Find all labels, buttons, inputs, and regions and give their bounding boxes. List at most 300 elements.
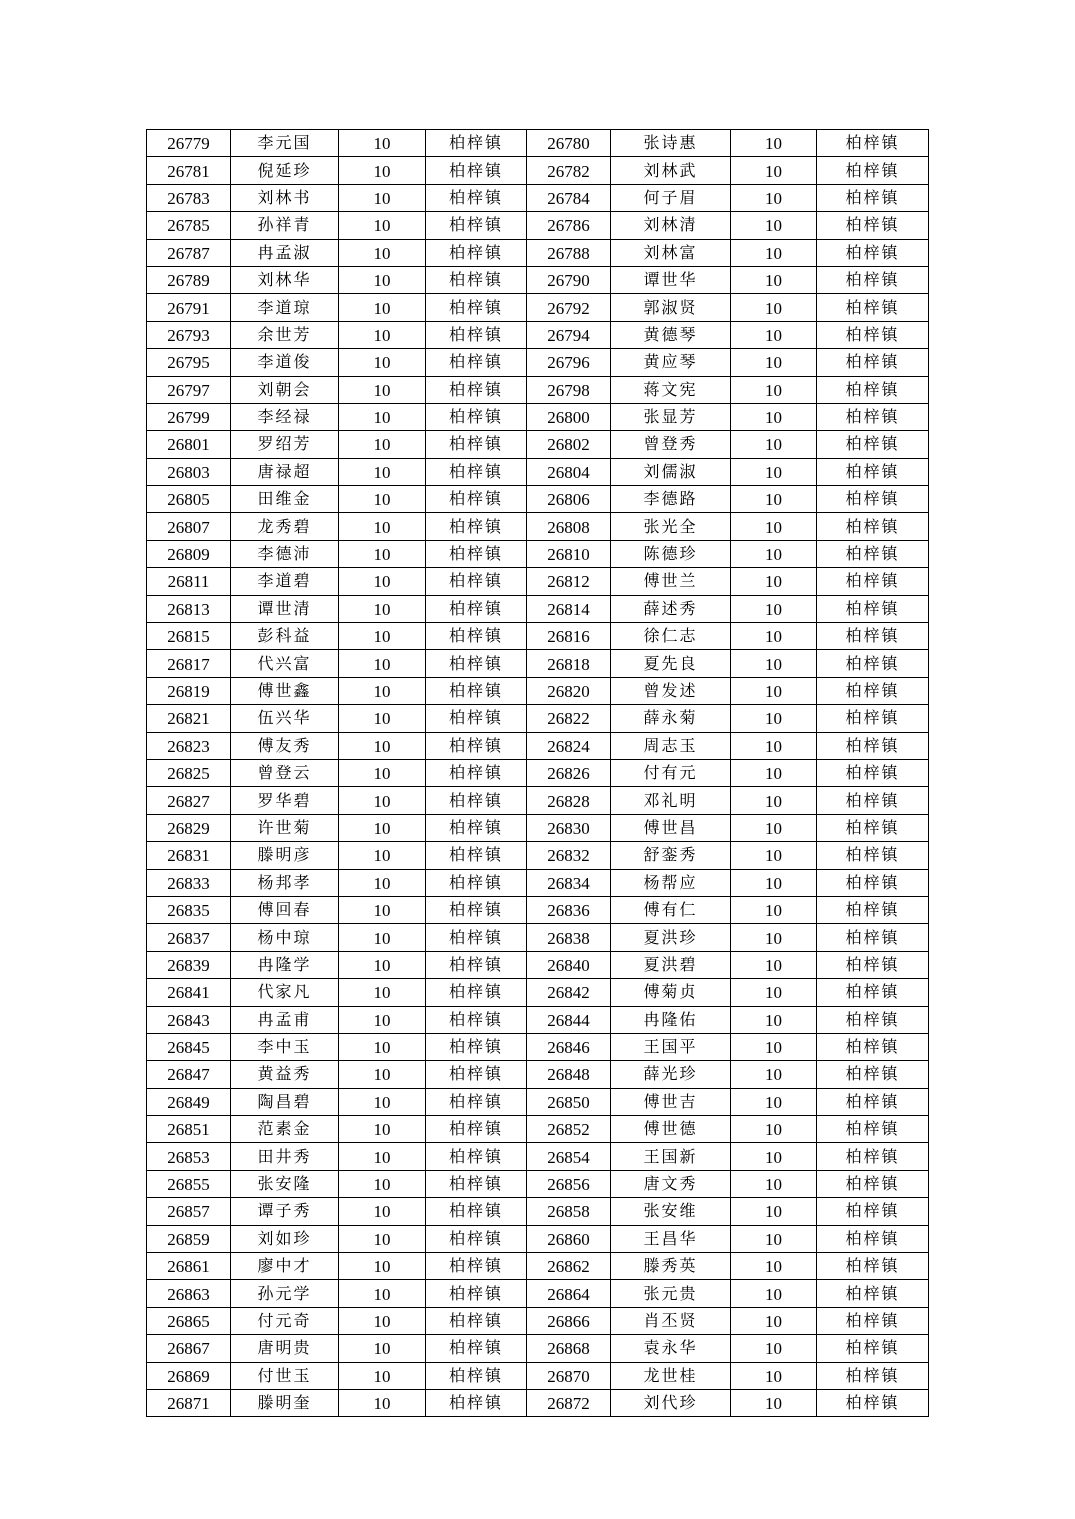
cell-name: 倪延珍	[231, 157, 339, 184]
cell-id: 26790	[527, 266, 611, 293]
cell-amount: 10	[731, 212, 817, 239]
cell-town: 柏梓镇	[817, 595, 929, 622]
cell-amount: 10	[731, 266, 817, 293]
cell-name: 王昌华	[611, 1225, 731, 1252]
cell-town: 柏梓镇	[817, 1033, 929, 1060]
cell-name: 冉隆学	[231, 951, 339, 978]
cell-name: 伍兴华	[231, 705, 339, 732]
cell-id: 26858	[527, 1198, 611, 1225]
cell-name: 代兴富	[231, 650, 339, 677]
cell-name: 李德沛	[231, 540, 339, 567]
cell-name: 傅世昌	[611, 814, 731, 841]
cell-id: 26801	[147, 431, 231, 458]
cell-town: 柏梓镇	[817, 924, 929, 951]
cell-amount: 10	[731, 486, 817, 513]
cell-id: 26819	[147, 677, 231, 704]
cell-name: 何子眉	[611, 184, 731, 211]
table-row	[147, 623, 929, 650]
cell-town: 柏梓镇	[817, 349, 929, 376]
cell-id: 26812	[527, 568, 611, 595]
cell-name: 谭世华	[611, 266, 731, 293]
cell-name: 张元贵	[611, 1280, 731, 1307]
cell-name: 傅世兰	[611, 568, 731, 595]
cell-id: 26872	[527, 1389, 611, 1416]
cell-name: 夏洪碧	[611, 951, 731, 978]
cell-id: 26826	[527, 759, 611, 786]
cell-name: 杨中琼	[231, 924, 339, 951]
cell-name: 付世玉	[231, 1362, 339, 1389]
cell-id: 26856	[527, 1170, 611, 1197]
cell-town: 柏梓镇	[817, 1307, 929, 1334]
cell-town: 柏梓镇	[426, 1362, 527, 1389]
cell-amount: 10	[339, 1088, 426, 1115]
cell-name: 薛述秀	[611, 595, 731, 622]
cell-amount: 10	[339, 814, 426, 841]
cell-name: 冉孟淑	[231, 239, 339, 266]
table-row	[147, 814, 929, 841]
cell-id: 26864	[527, 1280, 611, 1307]
table-row	[147, 1033, 929, 1060]
cell-id: 26868	[527, 1335, 611, 1362]
cell-amount: 10	[339, 349, 426, 376]
cell-town: 柏梓镇	[817, 239, 929, 266]
cell-id: 26797	[147, 376, 231, 403]
cell-amount: 10	[339, 568, 426, 595]
cell-amount: 10	[731, 677, 817, 704]
cell-amount: 10	[339, 1307, 426, 1334]
cell-amount: 10	[731, 705, 817, 732]
cell-town: 柏梓镇	[817, 732, 929, 759]
cell-name: 廖中才	[231, 1253, 339, 1280]
table-row	[147, 1006, 929, 1033]
cell-amount: 10	[731, 896, 817, 923]
cell-id: 26837	[147, 924, 231, 951]
table-row	[147, 212, 929, 239]
cell-name: 付元奇	[231, 1307, 339, 1334]
cell-amount: 10	[731, 568, 817, 595]
cell-id: 26783	[147, 184, 231, 211]
table-row	[147, 951, 929, 978]
cell-town: 柏梓镇	[426, 1006, 527, 1033]
document-page	[146, 129, 928, 1417]
cell-id: 26833	[147, 869, 231, 896]
cell-town: 柏梓镇	[817, 458, 929, 485]
cell-amount: 10	[339, 1116, 426, 1143]
cell-id: 26782	[527, 157, 611, 184]
table-row	[147, 1061, 929, 1088]
cell-amount: 10	[731, 458, 817, 485]
cell-town: 柏梓镇	[817, 403, 929, 430]
cell-amount: 10	[731, 1061, 817, 1088]
table-row	[147, 266, 929, 293]
cell-amount: 10	[731, 650, 817, 677]
cell-id: 26828	[527, 787, 611, 814]
cell-name: 许世菊	[231, 814, 339, 841]
cell-id: 26861	[147, 1253, 231, 1280]
cell-amount: 10	[731, 540, 817, 567]
cell-id: 26823	[147, 732, 231, 759]
cell-amount: 10	[731, 1280, 817, 1307]
cell-id: 26820	[527, 677, 611, 704]
cell-name: 李道碧	[231, 568, 339, 595]
cell-name: 王国平	[611, 1033, 731, 1060]
cell-town: 柏梓镇	[817, 1143, 929, 1170]
table-row	[147, 732, 929, 759]
cell-id: 26838	[527, 924, 611, 951]
cell-town: 柏梓镇	[817, 677, 929, 704]
cell-amount: 10	[339, 321, 426, 348]
cell-town: 柏梓镇	[426, 842, 527, 869]
cell-town: 柏梓镇	[426, 540, 527, 567]
cell-amount: 10	[339, 759, 426, 786]
cell-town: 柏梓镇	[426, 266, 527, 293]
table-row	[147, 130, 929, 157]
cell-town: 柏梓镇	[817, 376, 929, 403]
table-row	[147, 677, 929, 704]
table-row	[147, 1170, 929, 1197]
cell-amount: 10	[339, 458, 426, 485]
cell-amount: 10	[731, 349, 817, 376]
cell-id: 26784	[527, 184, 611, 211]
cell-town: 柏梓镇	[426, 677, 527, 704]
cell-town: 柏梓镇	[817, 1253, 929, 1280]
table-row	[147, 896, 929, 923]
cell-id: 26789	[147, 266, 231, 293]
cell-amount: 10	[339, 239, 426, 266]
cell-id: 26781	[147, 157, 231, 184]
cell-town: 柏梓镇	[817, 1198, 929, 1225]
cell-name: 傅世鑫	[231, 677, 339, 704]
cell-name: 张安隆	[231, 1170, 339, 1197]
cell-name: 张安维	[611, 1198, 731, 1225]
cell-amount: 10	[339, 677, 426, 704]
cell-id: 26809	[147, 540, 231, 567]
cell-amount: 10	[339, 1362, 426, 1389]
cell-amount: 10	[339, 896, 426, 923]
cell-id: 26832	[527, 842, 611, 869]
cell-id: 26788	[527, 239, 611, 266]
table-row	[147, 1198, 929, 1225]
cell-id: 26862	[527, 1253, 611, 1280]
cell-name: 谭世清	[231, 595, 339, 622]
cell-amount: 10	[339, 1389, 426, 1416]
table-row	[147, 1143, 929, 1170]
cell-id: 26787	[147, 239, 231, 266]
cell-amount: 10	[731, 239, 817, 266]
cell-name: 蒋文宪	[611, 376, 731, 403]
cell-town: 柏梓镇	[426, 896, 527, 923]
cell-id: 26802	[527, 431, 611, 458]
cell-name: 刘林富	[611, 239, 731, 266]
cell-id: 26796	[527, 349, 611, 376]
table-row	[147, 568, 929, 595]
cell-amount: 10	[731, 157, 817, 184]
cell-town: 柏梓镇	[817, 321, 929, 348]
cell-name: 王国新	[611, 1143, 731, 1170]
cell-town: 柏梓镇	[817, 486, 929, 513]
cell-town: 柏梓镇	[426, 1061, 527, 1088]
cell-name: 龙秀碧	[231, 513, 339, 540]
table-row	[147, 349, 929, 376]
cell-id: 26867	[147, 1335, 231, 1362]
cell-amount: 10	[731, 1006, 817, 1033]
cell-name: 唐明贵	[231, 1335, 339, 1362]
table-row	[147, 403, 929, 430]
cell-town: 柏梓镇	[426, 1253, 527, 1280]
cell-id: 26839	[147, 951, 231, 978]
cell-name: 代家凡	[231, 979, 339, 1006]
cell-id: 26795	[147, 349, 231, 376]
cell-amount: 10	[731, 1307, 817, 1334]
cell-id: 26863	[147, 1280, 231, 1307]
cell-town: 柏梓镇	[426, 1170, 527, 1197]
cell-amount: 10	[731, 924, 817, 951]
cell-amount: 10	[731, 1033, 817, 1060]
cell-amount: 10	[339, 1061, 426, 1088]
cell-name: 陶昌碧	[231, 1088, 339, 1115]
cell-id: 26840	[527, 951, 611, 978]
cell-amount: 10	[339, 1335, 426, 1362]
cell-id: 26845	[147, 1033, 231, 1060]
cell-amount: 10	[731, 1198, 817, 1225]
cell-town: 柏梓镇	[817, 787, 929, 814]
cell-amount: 10	[339, 1170, 426, 1197]
cell-name: 刘林华	[231, 266, 339, 293]
cell-id: 26859	[147, 1225, 231, 1252]
cell-id: 26821	[147, 705, 231, 732]
cell-town: 柏梓镇	[817, 1335, 929, 1362]
cell-town: 柏梓镇	[817, 1116, 929, 1143]
cell-amount: 10	[339, 540, 426, 567]
cell-town: 柏梓镇	[426, 732, 527, 759]
cell-id: 26805	[147, 486, 231, 513]
cell-id: 26800	[527, 403, 611, 430]
cell-name: 傅友秀	[231, 732, 339, 759]
table-row	[147, 239, 929, 266]
cell-id: 26779	[147, 130, 231, 157]
cell-town: 柏梓镇	[426, 458, 527, 485]
table-row	[147, 321, 929, 348]
cell-name: 夏先良	[611, 650, 731, 677]
cell-amount: 10	[339, 623, 426, 650]
cell-name: 邓礼明	[611, 787, 731, 814]
cell-name: 滕秀英	[611, 1253, 731, 1280]
cell-town: 柏梓镇	[426, 1116, 527, 1143]
cell-amount: 10	[731, 759, 817, 786]
cell-id: 26798	[527, 376, 611, 403]
cell-town: 柏梓镇	[426, 294, 527, 321]
cell-name: 孙元学	[231, 1280, 339, 1307]
cell-amount: 10	[339, 266, 426, 293]
roster-body	[147, 130, 929, 1417]
cell-town: 柏梓镇	[817, 157, 929, 184]
cell-town: 柏梓镇	[426, 239, 527, 266]
cell-amount: 10	[731, 1335, 817, 1362]
cell-name: 付有元	[611, 759, 731, 786]
cell-id: 26815	[147, 623, 231, 650]
cell-town: 柏梓镇	[426, 1280, 527, 1307]
cell-town: 柏梓镇	[817, 266, 929, 293]
cell-amount: 10	[731, 1389, 817, 1416]
cell-town: 柏梓镇	[426, 1088, 527, 1115]
cell-name: 傅世德	[611, 1116, 731, 1143]
table-row	[147, 1116, 929, 1143]
cell-amount: 10	[339, 513, 426, 540]
cell-id: 26855	[147, 1170, 231, 1197]
cell-amount: 10	[339, 732, 426, 759]
cell-id: 26804	[527, 458, 611, 485]
cell-id: 26785	[147, 212, 231, 239]
cell-amount: 10	[339, 212, 426, 239]
cell-name: 孙祥青	[231, 212, 339, 239]
table-row	[147, 1389, 929, 1416]
cell-amount: 10	[339, 486, 426, 513]
cell-name: 李元国	[231, 130, 339, 157]
cell-id: 26825	[147, 759, 231, 786]
cell-amount: 10	[339, 294, 426, 321]
cell-amount: 10	[731, 732, 817, 759]
cell-town: 柏梓镇	[426, 376, 527, 403]
table-row	[147, 294, 929, 321]
cell-town: 柏梓镇	[817, 1389, 929, 1416]
cell-name: 刘林书	[231, 184, 339, 211]
cell-amount: 10	[731, 1116, 817, 1143]
cell-town: 柏梓镇	[817, 842, 929, 869]
cell-amount: 10	[731, 595, 817, 622]
cell-amount: 10	[339, 1033, 426, 1060]
cell-name: 黄益秀	[231, 1061, 339, 1088]
table-row	[147, 595, 929, 622]
cell-id: 26806	[527, 486, 611, 513]
cell-name: 罗华碧	[231, 787, 339, 814]
cell-town: 柏梓镇	[817, 513, 929, 540]
cell-amount: 10	[731, 376, 817, 403]
cell-amount: 10	[339, 1280, 426, 1307]
cell-id: 26799	[147, 403, 231, 430]
table-row	[147, 184, 929, 211]
cell-town: 柏梓镇	[426, 184, 527, 211]
table-row	[147, 513, 929, 540]
cell-town: 柏梓镇	[426, 1143, 527, 1170]
roster-table	[146, 129, 929, 1417]
cell-amount: 10	[731, 130, 817, 157]
table-row	[147, 1225, 929, 1252]
cell-id: 26870	[527, 1362, 611, 1389]
table-row	[147, 842, 929, 869]
cell-name: 傅菊贞	[611, 979, 731, 1006]
table-row	[147, 869, 929, 896]
cell-town: 柏梓镇	[426, 623, 527, 650]
cell-name: 曾登云	[231, 759, 339, 786]
cell-town: 柏梓镇	[426, 349, 527, 376]
cell-name: 杨帮应	[611, 869, 731, 896]
cell-town: 柏梓镇	[426, 650, 527, 677]
cell-id: 26808	[527, 513, 611, 540]
cell-id: 26847	[147, 1061, 231, 1088]
cell-name: 陈德珍	[611, 540, 731, 567]
cell-id: 26780	[527, 130, 611, 157]
cell-town: 柏梓镇	[426, 403, 527, 430]
cell-amount: 10	[731, 787, 817, 814]
cell-town: 柏梓镇	[817, 1170, 929, 1197]
cell-amount: 10	[731, 403, 817, 430]
cell-town: 柏梓镇	[426, 212, 527, 239]
cell-town: 柏梓镇	[426, 431, 527, 458]
cell-amount: 10	[339, 431, 426, 458]
cell-name: 罗绍芳	[231, 431, 339, 458]
table-row	[147, 376, 929, 403]
cell-town: 柏梓镇	[426, 1033, 527, 1060]
cell-town: 柏梓镇	[426, 924, 527, 951]
cell-id: 26824	[527, 732, 611, 759]
cell-town: 柏梓镇	[426, 1198, 527, 1225]
cell-name: 夏洪珍	[611, 924, 731, 951]
cell-id: 26829	[147, 814, 231, 841]
cell-name: 曾登秀	[611, 431, 731, 458]
cell-name: 徐仁志	[611, 623, 731, 650]
cell-id: 26791	[147, 294, 231, 321]
cell-amount: 10	[339, 1143, 426, 1170]
cell-amount: 10	[339, 979, 426, 1006]
cell-town: 柏梓镇	[817, 1225, 929, 1252]
cell-id: 26841	[147, 979, 231, 1006]
cell-amount: 10	[731, 431, 817, 458]
cell-town: 柏梓镇	[817, 431, 929, 458]
cell-id: 26793	[147, 321, 231, 348]
cell-town: 柏梓镇	[426, 1335, 527, 1362]
cell-id: 26865	[147, 1307, 231, 1334]
cell-name: 滕明彦	[231, 842, 339, 869]
cell-name: 张显芳	[611, 403, 731, 430]
cell-name: 傅有仁	[611, 896, 731, 923]
cell-amount: 10	[731, 1170, 817, 1197]
cell-id: 26835	[147, 896, 231, 923]
cell-name: 刘林武	[611, 157, 731, 184]
cell-name: 龙世桂	[611, 1362, 731, 1389]
cell-name: 刘如珍	[231, 1225, 339, 1252]
cell-amount: 10	[339, 705, 426, 732]
cell-id: 26857	[147, 1198, 231, 1225]
cell-name: 曾发述	[611, 677, 731, 704]
cell-name: 傅回春	[231, 896, 339, 923]
table-row	[147, 458, 929, 485]
cell-name: 刘朝会	[231, 376, 339, 403]
table-row	[147, 924, 929, 951]
cell-name: 冉隆佑	[611, 1006, 731, 1033]
cell-id: 26844	[527, 1006, 611, 1033]
cell-id: 26831	[147, 842, 231, 869]
cell-amount: 10	[339, 787, 426, 814]
cell-id: 26850	[527, 1088, 611, 1115]
cell-id: 26807	[147, 513, 231, 540]
cell-town: 柏梓镇	[817, 184, 929, 211]
cell-town: 柏梓镇	[817, 623, 929, 650]
cell-town: 柏梓镇	[426, 759, 527, 786]
cell-id: 26813	[147, 595, 231, 622]
cell-id: 26830	[527, 814, 611, 841]
cell-amount: 10	[339, 130, 426, 157]
cell-id: 26814	[527, 595, 611, 622]
cell-name: 张光全	[611, 513, 731, 540]
cell-name: 李道琼	[231, 294, 339, 321]
cell-id: 26849	[147, 1088, 231, 1115]
cell-id: 26866	[527, 1307, 611, 1334]
cell-name: 黄德琴	[611, 321, 731, 348]
cell-town: 柏梓镇	[426, 705, 527, 732]
cell-name: 谭子秀	[231, 1198, 339, 1225]
cell-town: 柏梓镇	[817, 759, 929, 786]
cell-amount: 10	[731, 951, 817, 978]
